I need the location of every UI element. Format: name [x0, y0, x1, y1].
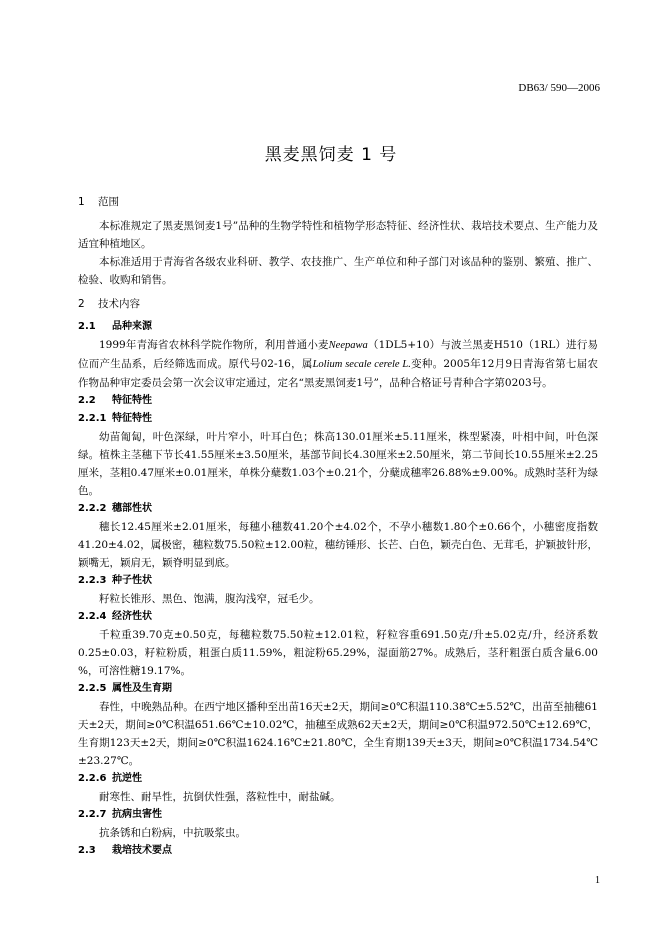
section-number: 2.2: [78, 395, 96, 406]
section-number: 2.2.5: [78, 683, 107, 694]
section-1-heading: [78, 193, 598, 211]
section-title: 抗逆性: [112, 773, 142, 784]
section-2-2-6-heading: [78, 770, 598, 788]
section-2-2-7-heading: [78, 806, 598, 824]
paragraph: 抗条锈和白粉病，中抗吸浆虫。: [99, 827, 246, 839]
section-number: 2.2.3: [78, 575, 107, 586]
section-2-2-1-heading: [78, 410, 598, 428]
section-2-3-heading: [78, 842, 598, 860]
text-run: （1DL5+10）与波兰黑麦H510（1RL）进行易位而产生品系，后经筛选而成。原代号02-16，属: [78, 339, 598, 370]
section-2-2-5-heading: [78, 680, 598, 698]
paragraph: 穗长12.45厘米±2.01厘米，每穗小穗数41.20个±4.02个，不孕小穗数1.80个±0.66个，小穗密度指数41.20±4.02，属极密，穗粒数75.50粒±12.00粒，穗纺锤形、长芒、白色，颖壳白色、无茸毛，护颖披针形，颖嘴无，颖肩无，颖脊明显到底。: [78, 521, 598, 569]
section-number: 2.2.2: [78, 503, 107, 514]
text-run: 变种。2005年12月9日青海省第七届农作物品种审定委员会第一次会议审定通过，定名“黑麦黑饲麦1号”，品种合格证号青种合字第0203号。: [78, 358, 598, 389]
section-title: 特征特性: [112, 413, 152, 424]
section-number: 2.1: [78, 321, 96, 332]
section-title: 品种来源: [112, 321, 152, 332]
latin-name: Lolium secale cerele L.: [312, 359, 411, 370]
section-2-2-heading: [78, 392, 598, 410]
section-2-1-heading: [78, 318, 598, 336]
document-title: 黑麦黑饲麦 1 号: [264, 145, 398, 165]
standard-code: DB63/ 590—2006: [518, 82, 600, 94]
section-2-2-2-heading: [78, 500, 598, 518]
paragraph: 幼苗匍匐，叶色深绿，叶片窄小，叶耳白色；株高130.01厘米±5.11厘米，株型紧凑，叶相中间，叶色深绿。植株主茎穗下节长41.55厘米±3.50厘米，基部节间长4.30厘米±2.50厘米，第二节间长10.55厘米±2.25厘米，茎粗0.47厘米±0.01厘米，单株分蘖数1.03个±0.21个，分蘖成穗率26.88%±9.00%。成熟时茎秆为绿色。: [78, 431, 598, 497]
paragraph: 本标准规定了黑麦黑饲麦1号”品种的生物学特性和植物学形态特征、经济性状、栽培技术要点、生产能力及适宜种植地区。: [78, 220, 598, 250]
paragraph: 本标准适用于青海省各级农业科研、教学、农技推广、生产单位和种子部门对该品种的鉴别、繁殖、推广、检验、收购和销售。: [78, 256, 598, 286]
paragraph: [78, 336, 598, 392]
variety-name: Neepawa: [328, 340, 368, 351]
section-number: 2.2.7: [78, 809, 107, 820]
section-number: 2.2.1: [78, 413, 107, 424]
paragraph: 千粒重39.70克±0.50克，每穗粒数75.50粒±12.01粒，籽粒容重691.50克/升±5.02克/升，经济系数0.25±0.03，籽粒粉质，粗蛋白质11.59%，粗淀粉65.29%，湿面筋27%。成熟后，茎秆粗蛋白质含量6.00 %，可溶性糖19.17%。: [78, 629, 598, 677]
section-title: 穗部性状: [112, 503, 152, 514]
section-2-2-3-heading: [78, 572, 598, 590]
section-title: 属性及生育期: [112, 683, 172, 694]
section-title: 抗病虫害性: [112, 809, 162, 820]
section-title: 范围: [98, 196, 119, 208]
section-number: 2.2.6: [78, 773, 107, 784]
section-title: 经济性状: [112, 611, 152, 622]
section-number: 2.2.4: [78, 611, 107, 622]
section-number: 2: [78, 298, 85, 310]
page-number: 1: [595, 875, 600, 886]
paragraph: 春性，中晚熟品种。在西宁地区播种至出苗16天±2天，期间≥0℃积温110.38℃±5.52℃，出苗至抽穗61天±2天，期间≥0℃积温651.66℃±10.02℃，抽穗至成熟62天±2天，期间≥0℃积温972.50℃±12.69℃，生育期123天±2天，期间≥0℃积温1624.16℃±21.80℃，全生育期139天±3天，期间≥0℃积温1734.54℃±23.27℃。: [78, 701, 598, 767]
section-title: 种子性状: [112, 575, 152, 586]
text-run: 1999年青海省农林科学院作物所，利用普通小麦: [99, 339, 329, 351]
section-title: 特征特性: [112, 395, 152, 406]
section-number: 2.3: [78, 845, 96, 856]
paragraph: 耐寒性、耐旱性，抗倒伏性强，落粒性中，耐盐碱。: [99, 791, 341, 803]
section-title: 栽培技术要点: [112, 845, 172, 856]
section-2-heading: [78, 295, 598, 313]
section-2-2-4-heading: [78, 608, 598, 626]
section-number: 1: [78, 196, 85, 208]
paragraph: 籽粒长锥形、黑色、饱满，腹沟浅窄，冠毛少。: [99, 593, 320, 605]
document-body: [78, 193, 598, 860]
section-title: 技术内容: [98, 298, 140, 310]
